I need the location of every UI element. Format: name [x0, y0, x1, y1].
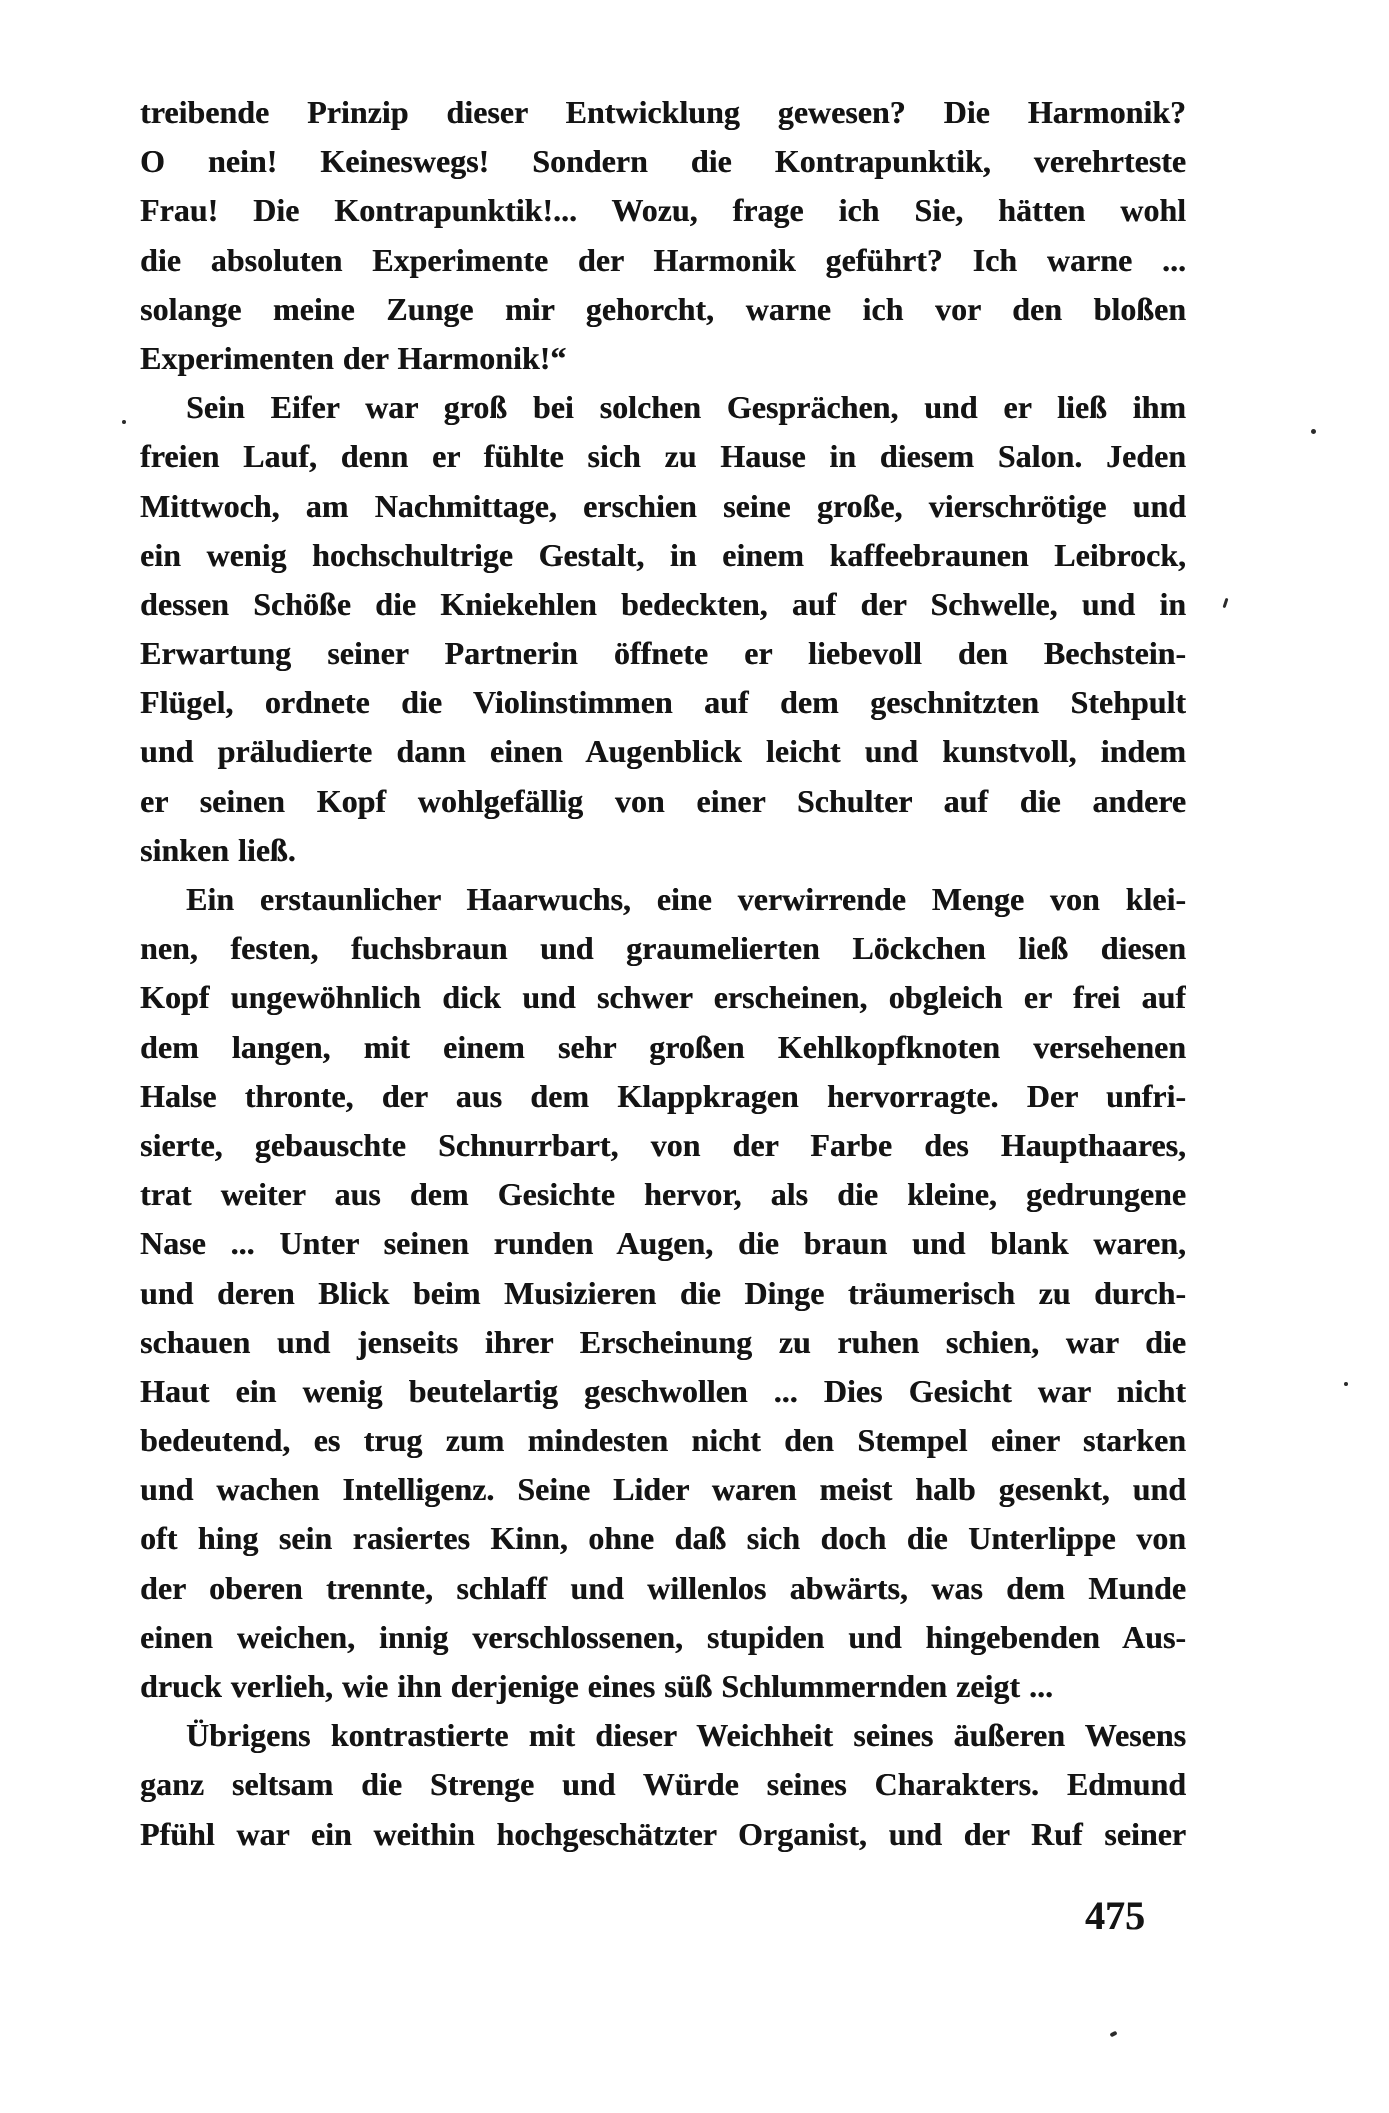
text-line: Mittwoch, am Nachmittage, erschien seine große, vierschrötige und [140, 487, 1186, 524]
text-line: Übrigens kontrastierte mit dieser Weichheit seines äußeren Wesens [186, 1717, 1186, 1754]
text-line: trat weiter aus dem Gesichte hervor, als die kleine, gedrungene [140, 1176, 1186, 1213]
text-line: dessen Schöße die Kniekehlen bedeckten, auf der Schwelle, und in [140, 585, 1186, 622]
text-line: und wachen Intelligenz. Seine Lider waren meist halb gesenkt, und [140, 1471, 1186, 1508]
text-line: und deren Blick beim Musizieren die Dinge träumerisch zu durch- [140, 1274, 1186, 1311]
text-line: und präludierte dann einen Augenblick leicht und kunstvoll, indem [140, 733, 1186, 770]
text-line: Experimenten der Harmonik!“ [140, 339, 567, 376]
text-line: Nase ... Unter seinen runden Augen, die braun und blank waren, [140, 1225, 1186, 1262]
text-line: treibende Prinzip dieser Entwicklung gewesen? Die Harmonik? [140, 94, 1186, 130]
text-line: dem langen, mit einem sehr großen Kehlkopfknoten versehenen [140, 1028, 1186, 1065]
text-line: Ein erstaunlicher Haarwuchs, eine verwirrende Menge von klei- [186, 881, 1186, 917]
text-line: Erwartung seiner Partnerin öffnete er liebevoll den Bechstein- [140, 635, 1186, 672]
text-line: bedeutend, es trug zum mindesten nicht den Stempel einer starken [140, 1422, 1186, 1459]
text-line: Flügel, ordnete die Violinstimmen auf dem geschnitzten Stehpult [140, 684, 1186, 721]
text-line: Haut ein wenig beutelartig geschwollen ... Dies Gesicht war nicht [140, 1372, 1186, 1409]
page-number: 475 [1085, 1893, 1145, 1938]
text-line: der oberen trennte, schlaff und willenlos abwärts, was dem Munde [140, 1569, 1186, 1606]
text-line: ganz seltsam die Strenge und Würde seines Charakters. Edmund [140, 1766, 1186, 1803]
text-line: sierte, gebauschte Schnurrbart, von der Farbe des Haupthaares, [140, 1126, 1186, 1163]
text-line: Sein Eifer war groß bei solchen Gesprächen, und er ließ ihm [186, 389, 1186, 426]
text-column [140, 88, 1186, 1859]
scan-speck [1311, 429, 1316, 434]
text-line: druck verlieh, wie ihn derjenige eines süß Schlummernden zeigt ... [140, 1668, 1053, 1704]
text-line: Frau! Die Kontrapunktik!... Wozu, frage ich Sie, hätten wohl [140, 192, 1186, 229]
text-line: er seinen Kopf wohlgefällig von einer Schulter auf die andere [140, 782, 1186, 819]
text-line: solange meine Zunge mir gehorcht, warne ich vor den bloßen [140, 290, 1186, 327]
text-line: schauen und jenseits ihrer Erscheinung zu ruhen schien, war die [140, 1323, 1186, 1360]
text-line: einen weichen, innig verschlossenen, stupiden und hingebenden Aus- [140, 1618, 1186, 1655]
text-line: ein wenig hochschultrige Gestalt, in einem kaffeebraunen Leibrock, [140, 536, 1186, 573]
text-line: Kopf ungewöhnlich dick und schwer erscheinen, obgleich er frei auf [140, 979, 1186, 1016]
text-line: Halse thronte, der aus dem Klappkragen hervorragte. Der unfri- [140, 1077, 1186, 1114]
text-line: sinken ließ. [140, 831, 296, 868]
scan-speck [1109, 2031, 1117, 2038]
scan-speck [1223, 598, 1229, 608]
text-line: O nein! Keineswegs! Sondern die Kontrapunktik, verehrteste [140, 143, 1186, 180]
text-line: nen, festen, fuchsbraun und graumelierten Löckchen ließ diesen [140, 930, 1186, 967]
scan-speck [122, 420, 126, 424]
text-line: oft hing sein rasiertes Kinn, ohne daß sich doch die Unterlippe von [140, 1520, 1186, 1557]
text-line: die absoluten Experimente der Harmonik geführt? Ich warne ... [140, 241, 1186, 278]
scan-speck [1344, 1382, 1348, 1386]
text-line: Pfühl war ein weithin hochgeschätzter Organist, und der Ruf seiner [140, 1815, 1186, 1852]
text-line: freien Lauf, denn er fühlte sich zu Hause in diesem Salon. Jeden [140, 438, 1186, 475]
